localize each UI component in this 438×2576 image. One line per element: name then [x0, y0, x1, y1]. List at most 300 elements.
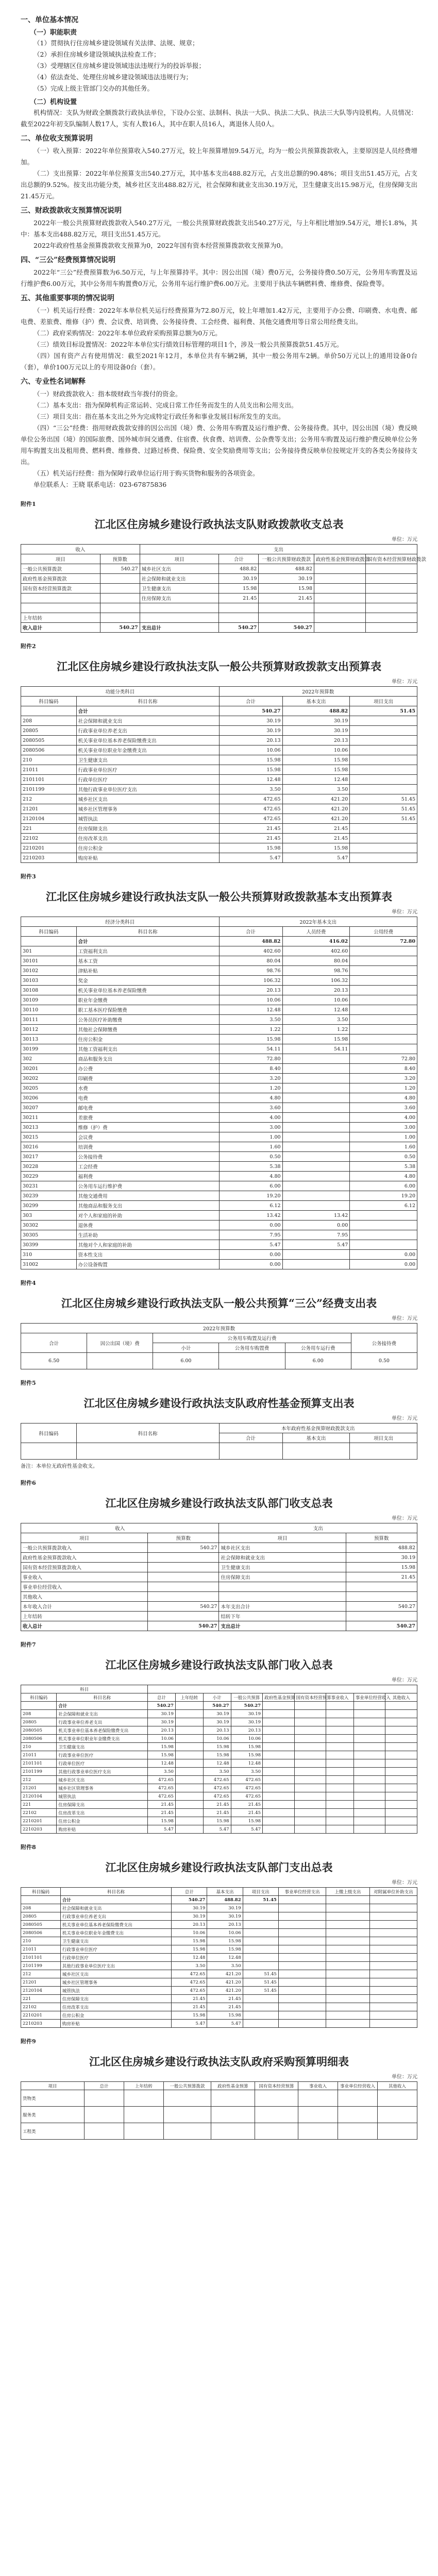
table-cell: [338, 2123, 378, 2140]
table-1-title: 江北区住房城乡建设行政执法支队财政拨款收支总表: [94, 518, 344, 531]
table-cell: [243, 1937, 278, 1945]
table-cell: 7.95: [282, 1230, 350, 1240]
table-cell: [263, 1726, 295, 1735]
table-cell: 电费: [76, 1093, 219, 1103]
table-row: [21, 995, 417, 1005]
table-2: [21, 686, 417, 863]
table-cell: [294, 1817, 326, 1825]
table-cell: [100, 603, 140, 613]
table-cell: [326, 1751, 354, 1759]
table-cell: [294, 1726, 326, 1735]
table-cell: [294, 1809, 326, 1817]
col-header: 小计: [153, 1343, 219, 1353]
table-cell: [263, 1825, 295, 1834]
org-text: 机构情况：支队为财政全额拨款行政执法单位，下设办公室、法制科、执法一大队、执法二大队、执法三大队等内设机构。人员情况：截至2022年初支队编制人数17人，实有人数16人，其中在职人员16人，离退休人员0人。: [21, 109, 417, 128]
table-row: [21, 824, 417, 834]
table-row: [21, 1710, 417, 1718]
table-cell: [326, 1710, 354, 1718]
table-3-title: 江北区住房城乡建设行政执法支队一般公共预算财政拨款基本支出预算表: [46, 890, 392, 903]
table-row: [21, 1817, 417, 1825]
section-2-title: 二、单位收支预算说明: [21, 134, 93, 143]
table-cell: 15.98: [282, 755, 350, 765]
table-cell: 20.13: [172, 1921, 207, 1929]
table-cell: 机关事业单位基本养老保险缴费支出: [57, 1726, 148, 1735]
table-row: [21, 1743, 417, 1751]
table-cell: [326, 1929, 370, 1937]
table-cell: [369, 2003, 417, 2011]
table-row: [21, 765, 417, 775]
table-cell: 货物类: [21, 2090, 85, 2107]
unit-label: 单位：万元: [392, 1416, 417, 1421]
unit-label: 单位：万元: [392, 1677, 417, 1683]
table-cell: [263, 1743, 295, 1751]
table-cell: 80.04: [219, 956, 282, 966]
table-cell: [21, 1896, 61, 1904]
table-cell: [294, 1751, 326, 1759]
table-row: [21, 1602, 417, 1612]
econ-subject-header: 经济分类科目: [21, 917, 220, 927]
col-header: 政府性基金预算: [263, 1693, 295, 1702]
table-9-title: 江北区住房城乡建设行政执法支队政府采购预算明细表: [89, 2055, 349, 2068]
table-cell: 20.13: [282, 736, 350, 745]
table-cell: 住房保障支出: [76, 824, 219, 834]
col-header: 项目: [219, 1533, 346, 1543]
table-cell: [350, 1044, 417, 1054]
table-cell: 21.45: [259, 594, 314, 603]
car-header: 公务用车购置及运行费: [153, 1333, 351, 1343]
table-cell: [326, 1954, 370, 1962]
table-cell: 30.19: [203, 1718, 231, 1726]
table-cell: 卫生健康支出: [140, 584, 219, 594]
duty-item: （4）依法查处、处理住房城乡建设领域违法违规行为；: [33, 73, 192, 81]
table-cell: [175, 1817, 203, 1825]
table-cell: 30205: [21, 1083, 77, 1093]
table-cell: 合计: [76, 937, 219, 946]
col-header: 合计: [219, 1433, 282, 1443]
col-header: 事业单位经营支出: [278, 1888, 326, 1896]
col-header: 科目编码: [21, 1423, 77, 1443]
table-cell: 邮电费: [76, 1103, 219, 1113]
table-cell: 1.22: [219, 1025, 282, 1035]
table-cell: 机关事业单位职业年金缴费支出: [57, 1735, 148, 1743]
table-cell: 城乡社区支出: [57, 1776, 148, 1784]
table-cell: [326, 1809, 354, 1817]
table-cell: [278, 1995, 326, 2003]
table-cell: 3.50: [207, 1962, 243, 1970]
table-cell: [326, 2003, 370, 2011]
table-cell: 职业年金缴费: [76, 995, 219, 1005]
table-cell: [243, 2003, 278, 2011]
table-cell: 472.65: [148, 1792, 176, 1801]
table-cell: 社会保障和就业支出: [219, 1553, 346, 1563]
table-cell: [326, 1904, 370, 1912]
table-cell: 98.76: [219, 966, 282, 976]
table-row: [21, 1768, 417, 1776]
table-cell: [100, 613, 140, 623]
col-header: 一般公共预算财政拨款: [259, 554, 314, 564]
table-cell: 住房改革支出: [57, 1809, 148, 1817]
attachment-label: 附件9: [21, 2038, 36, 2045]
table-cell: 21201: [21, 1978, 61, 1987]
table-cell: 收入总计: [21, 623, 100, 633]
table-cell: [124, 2107, 163, 2123]
table-cell: 2210203: [21, 1825, 57, 1834]
table-row: [21, 1563, 417, 1572]
table-cell: 1.00: [219, 1132, 282, 1142]
fiscal-text-2: 2022年政府性基金预算拨款收支预算为0，2022年国有资本经营预算拨款收支预算为0。: [33, 242, 288, 249]
table-cell: 15.98: [231, 1751, 263, 1759]
table-cell: [346, 1582, 417, 1592]
duty-item: （2）承担住房城乡建设领域执法检查工作；: [33, 50, 160, 58]
table-cell: 15.98: [172, 1937, 207, 1945]
table-cell: [350, 995, 417, 1005]
table-cell: 机关事业单位职业年金缴费支出: [60, 1929, 171, 1937]
table-row: [21, 1825, 417, 1834]
table-row: [21, 1945, 417, 1954]
table-cell: 3.50: [148, 1768, 176, 1776]
table-cell: [282, 1113, 350, 1123]
table-cell: 对个人和家庭的补助: [76, 1211, 219, 1221]
table-cell: [369, 2020, 417, 2028]
table-cell: [385, 1751, 417, 1759]
table-cell: [278, 1896, 326, 1904]
table-cell: [243, 1921, 278, 1929]
table-cell: [243, 2011, 278, 2020]
col-header: 人员经费: [282, 927, 350, 937]
table-cell: [298, 2090, 338, 2107]
table-cell: [326, 1825, 354, 1834]
table-cell: [263, 1710, 295, 1718]
table-cell: 472.65: [231, 1792, 263, 1801]
table-cell: 30109: [21, 995, 77, 1005]
table-cell: 13.42: [219, 1211, 282, 1221]
table-cell: 30215: [21, 1132, 77, 1142]
table-cell: [21, 1702, 57, 1710]
table-cell: 540.27: [100, 564, 140, 574]
table-row: [21, 775, 417, 785]
table-cell: 国有资本经营预算拨款收入: [21, 1563, 148, 1572]
table-cell: 472.65: [172, 1978, 207, 1987]
section-1-title: 一、单位基本情况: [21, 16, 78, 24]
table-cell: [175, 1702, 203, 1710]
table-cell: [148, 1612, 219, 1621]
table-cell: [278, 1970, 326, 1978]
table-cell: 1.20: [350, 1083, 417, 1093]
table-cell: 2120104: [21, 1792, 57, 1801]
table-row: [21, 2123, 417, 2140]
table-cell: 服务类: [21, 2107, 85, 2123]
table-cell: [263, 1801, 295, 1809]
table-cell: [294, 1792, 326, 1801]
table-cell: 30113: [21, 1035, 77, 1044]
table-cell: [353, 1718, 385, 1726]
table-row: [21, 603, 417, 613]
table-cell: 6.00: [285, 1353, 351, 1369]
func-subject-header: 功能分类科目: [21, 687, 220, 697]
table-cell: 培训费: [76, 1142, 219, 1152]
table-cell: 540.27: [259, 623, 314, 633]
table-cell: 51.45: [350, 794, 417, 804]
table-cell: 30.19: [219, 716, 282, 726]
table-cell: 303: [21, 1211, 77, 1221]
table-cell: 472.65: [231, 1784, 263, 1792]
table-cell: 12.48: [207, 1954, 243, 1962]
table-cell: 540.27: [172, 1896, 207, 1904]
table-cell: 奖金: [76, 976, 219, 986]
total-row: [21, 623, 417, 633]
total-row: [21, 706, 417, 716]
table-cell: [278, 1921, 326, 1929]
table-cell: [282, 1132, 350, 1142]
table-3: [21, 917, 417, 1269]
table-cell: [369, 1954, 417, 1962]
table-cell: 19.20: [219, 1191, 282, 1201]
table-cell: [350, 745, 417, 755]
table-cell: [243, 2020, 278, 2028]
unit-label: 单位：万元: [392, 909, 417, 915]
table-cell: [219, 613, 259, 623]
table-cell: 城乡社区管理事务: [60, 1978, 171, 1987]
table-cell: 机关事业单位基本养老保险缴费: [76, 986, 219, 995]
table-5-note: 备注：本单位无政府性基金收支。: [21, 1464, 98, 1469]
table-cell: 住房公积金: [60, 2011, 171, 2020]
col-header: 事业收入: [298, 2082, 338, 2090]
table-cell: [369, 1912, 417, 1921]
table-cell: 5.47: [282, 1240, 350, 1250]
table-cell: [366, 584, 417, 594]
table-cell: 421.20: [282, 794, 350, 804]
table-cell: 其他商品和服务支出: [76, 1201, 219, 1211]
col-header: 科目名称: [76, 927, 219, 937]
table-cell: 会议费: [76, 1132, 219, 1142]
table-row: [21, 1987, 417, 1995]
table-cell: 15.98: [203, 1743, 231, 1751]
col-header: 公务接待费: [351, 1333, 417, 1353]
table-cell: 20.13: [219, 736, 282, 745]
table-cell: 15.98: [172, 1945, 207, 1954]
unit-label: 单位：万元: [392, 679, 417, 685]
table-cell: [278, 1978, 326, 1987]
table-cell: 21.45: [219, 594, 259, 603]
table-cell: 社会保障和就业支出: [57, 1710, 148, 1718]
table-cell: 12.48: [282, 775, 350, 785]
table-cell: [326, 1801, 354, 1809]
table-cell: [353, 1751, 385, 1759]
table-row: [21, 1250, 417, 1260]
table-cell: [175, 1743, 203, 1751]
table-cell: 540.27: [203, 1702, 231, 1710]
table-row: [21, 1543, 417, 1553]
table-cell: [366, 594, 417, 603]
table-cell: [385, 1809, 417, 1817]
table-cell: 20805: [21, 1718, 57, 1726]
table-cell: 15.98: [231, 1743, 263, 1751]
table-cell: 2101199: [21, 1962, 61, 1970]
table-cell: 公务员医疗补助缴费: [76, 1015, 219, 1025]
table-7: [21, 1685, 417, 1834]
table-cell: [282, 1074, 350, 1083]
table-cell: [298, 2107, 338, 2123]
table-cell: [326, 1937, 370, 1945]
table-cell: 8.40: [350, 1064, 417, 1074]
table-row: [21, 1132, 417, 1142]
table-row: [21, 1142, 417, 1152]
table-5-title: 江北区住房城乡建设行政执法支队政府性基金预算支出表: [83, 1397, 355, 1410]
col-header: 合计: [219, 554, 259, 564]
table-cell: 21.45: [219, 824, 282, 834]
table-cell: 30216: [21, 1142, 77, 1152]
table-cell: 421.20: [282, 804, 350, 814]
table-cell: 10.06: [219, 995, 282, 1005]
table-row: [21, 956, 417, 966]
table-row: [21, 986, 417, 995]
table-row: [21, 584, 417, 594]
table-cell: [282, 1123, 350, 1132]
table-cell: 工会经费: [76, 1162, 219, 1172]
col-header: 上缴上级支出: [326, 1888, 370, 1896]
col-header: 项目: [21, 2082, 85, 2090]
table-cell: [263, 1792, 295, 1801]
table-cell: [314, 574, 366, 584]
table-cell: 540.27: [219, 706, 282, 716]
table-cell: [314, 594, 366, 603]
table-cell: 21011: [21, 765, 77, 775]
table-cell: 30399: [21, 1240, 77, 1250]
table-cell: 21.45: [148, 1809, 176, 1817]
table-cell: [369, 1921, 417, 1929]
table-cell: 221: [21, 1801, 57, 1809]
term-item: （二）基本支出：指为保障机构正常运转、完成日常工作任务而发生的人员支出和公用支出。: [33, 401, 298, 409]
table-cell: [353, 1768, 385, 1776]
table-cell: 2210203: [21, 2020, 61, 2028]
table-cell: [85, 2107, 124, 2123]
table-cell: [326, 2020, 370, 2028]
table-cell: 22102: [21, 834, 77, 843]
table-cell: 30199: [21, 1044, 77, 1054]
table-cell: [350, 956, 417, 966]
table-cell: [353, 1792, 385, 1801]
table-row: [21, 1954, 417, 1962]
table-cell: [385, 1817, 417, 1825]
table-cell: 402.60: [282, 946, 350, 956]
table-cell: 5.47: [172, 2020, 207, 2028]
table-cell: [278, 1987, 326, 1995]
expense-header: 支出: [140, 545, 417, 554]
table-cell: 21.45: [219, 834, 282, 843]
table-cell: 4.80: [350, 1172, 417, 1181]
other-text-1: （一）机关运行经费：2022年本单位机关运行经费预算为72.80万元，较上年增加1.42万元，主要用于办公费、印刷费、水电费、邮电费、差旅费、维修（护）费、会议费、培训费、公务接待费、工会经费、福利费、其他交通费用等日常公用经费支出。: [21, 307, 417, 326]
table-cell: 15.98: [207, 1937, 243, 1945]
table-row: [21, 1211, 417, 1221]
table-cell: 15.98: [148, 1743, 176, 1751]
table-cell: [21, 706, 77, 716]
table-cell: 3.50: [203, 1768, 231, 1776]
table-6-title: 江北区住房城乡建设行政执法支队部门收支总表: [105, 1497, 333, 1510]
table-cell: 6.00: [350, 1181, 417, 1191]
unit-label: 单位：万元: [392, 537, 417, 543]
table-cell: [369, 1896, 417, 1904]
section-5-title: 五、其他重要事项的情况说明: [21, 294, 114, 302]
table-row: [21, 613, 417, 623]
table-cell: [314, 564, 366, 574]
table-cell: 21201: [21, 804, 77, 814]
table-cell: 结转下年: [219, 1612, 346, 1621]
table-cell: 72.80: [219, 1054, 282, 1064]
table-row: [21, 1035, 417, 1044]
table-cell: [350, 1240, 417, 1250]
table-cell: [385, 1710, 417, 1718]
table-cell: 1.60: [219, 1142, 282, 1152]
table-cell: 一般公共预算拨款: [21, 564, 100, 574]
table-cell: 3.50: [282, 785, 350, 794]
table-cell: [263, 1817, 295, 1825]
table-row: [21, 1240, 417, 1250]
table-cell: [243, 1929, 278, 1937]
table-cell: 0.00: [282, 1221, 350, 1230]
table-cell: [263, 1718, 295, 1726]
table-cell: 机关事业单位基本养老保险缴费支出: [76, 736, 219, 745]
table-cell: 21.45: [203, 1801, 231, 1809]
table-cell: 208: [21, 716, 77, 726]
table-cell: 31002: [21, 1260, 77, 1269]
table-cell: [385, 1759, 417, 1768]
table-cell: 20.13: [203, 1726, 231, 1735]
table-cell: 212: [21, 794, 77, 804]
table-cell: 1.00: [350, 1132, 417, 1142]
table-cell: [243, 1954, 278, 1962]
table-row: [21, 564, 417, 574]
table-cell: [369, 1962, 417, 1970]
table-row: [21, 1353, 417, 1369]
table-cell: [353, 1776, 385, 1784]
table-cell: 51.45: [243, 1978, 278, 1987]
table-row: [21, 1260, 417, 1269]
table-cell: 福利费: [76, 1172, 219, 1181]
table-cell: 472.65: [172, 1970, 207, 1978]
table-cell: 210: [21, 1937, 61, 1945]
table-cell: 6.00: [153, 1353, 219, 1369]
table-cell: 支出总计: [219, 1621, 346, 1631]
table-cell: 1.22: [282, 1025, 350, 1035]
table-cell: 51.45: [350, 706, 417, 716]
table-cell: 30108: [21, 986, 77, 995]
col-header: 小计: [203, 1693, 231, 1702]
table-cell: [175, 1710, 203, 1718]
table-cell: [350, 986, 417, 995]
table-cell: 5.47: [219, 1240, 282, 1250]
table-row: [21, 2020, 417, 2028]
table-cell: 住房保障支出: [219, 1572, 346, 1582]
table-cell: 21.45: [207, 2003, 243, 2011]
table-cell: 20805: [21, 1912, 61, 1921]
table-cell: [175, 1784, 203, 1792]
table-cell: [326, 1896, 370, 1904]
table-cell: 资本性支出: [76, 1250, 219, 1260]
table-cell: 51.45: [350, 814, 417, 824]
table-cell: [326, 1962, 370, 1970]
table-cell: 3.00: [350, 1123, 417, 1132]
table-cell: 54.11: [282, 1044, 350, 1054]
table-cell: [385, 1768, 417, 1776]
col-header: 科目编码: [21, 927, 77, 937]
table-cell: 15.98: [259, 584, 314, 594]
table-cell: 6.00: [219, 1181, 282, 1191]
table-cell: 488.82: [219, 564, 259, 574]
table-cell: [85, 2090, 124, 2107]
table-cell: 4.00: [219, 1113, 282, 1123]
table-cell: 30.19: [219, 726, 282, 736]
col-header: 上年结转: [124, 2082, 163, 2090]
